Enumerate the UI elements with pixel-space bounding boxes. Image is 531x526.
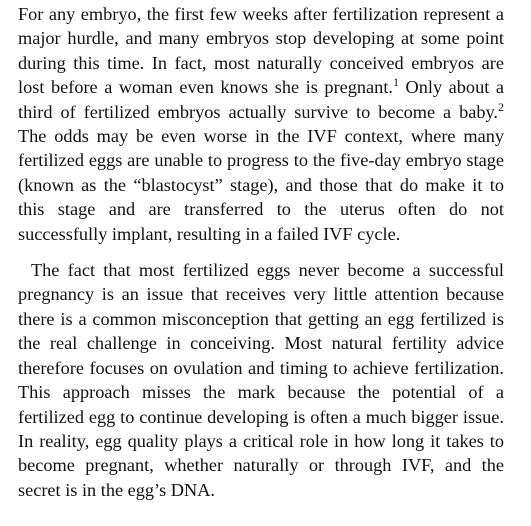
paragraph-text: For any embryo, the first few weeks after fertilization represent a major hurdle, and many embryos stop developing at some point during this time. In fact, most naturally conceived embryos are lost before a woman even knows she is pregnant.	[18, 4, 504, 98]
paragraph-embryo-survival	[18, 2, 504, 246]
paragraph-text: Only about a third of fertilized embryos actually survive to become a baby.	[18, 77, 504, 122]
paragraph-text: The odds may be even worse in the IVF context, where many fertilized eggs are unable to progress to the five-day embryo stage (known as the “blastocyst” stage), and those that do make it to this stage and are transferred to the uterus often do not successfully implant, resulting in a failed IVF cycle.	[18, 126, 504, 244]
document-page	[18, 2, 504, 502]
footnote-marker[interactable]: 2	[498, 99, 504, 114]
paragraph-egg-quality	[18, 258, 504, 502]
footnote-marker[interactable]: 1	[392, 75, 399, 90]
paragraph-text: The fact that most fertilized eggs never become a successful pregnancy is an issue that receives very little attention because there is a common misconception that getting an egg fertilized is the real challenge in conceiving. Most natural fertility advice therefore focuses on ovulation and timing to achieve fertilization. This approach misses the mark because the potential of a fertilized egg to continue developing is often a much bigger issue. In reality, egg quality plays a critical role in how long it takes to become pregnant, whether naturally or through IVF, and the secret is in the egg’s DNA.	[18, 260, 504, 500]
